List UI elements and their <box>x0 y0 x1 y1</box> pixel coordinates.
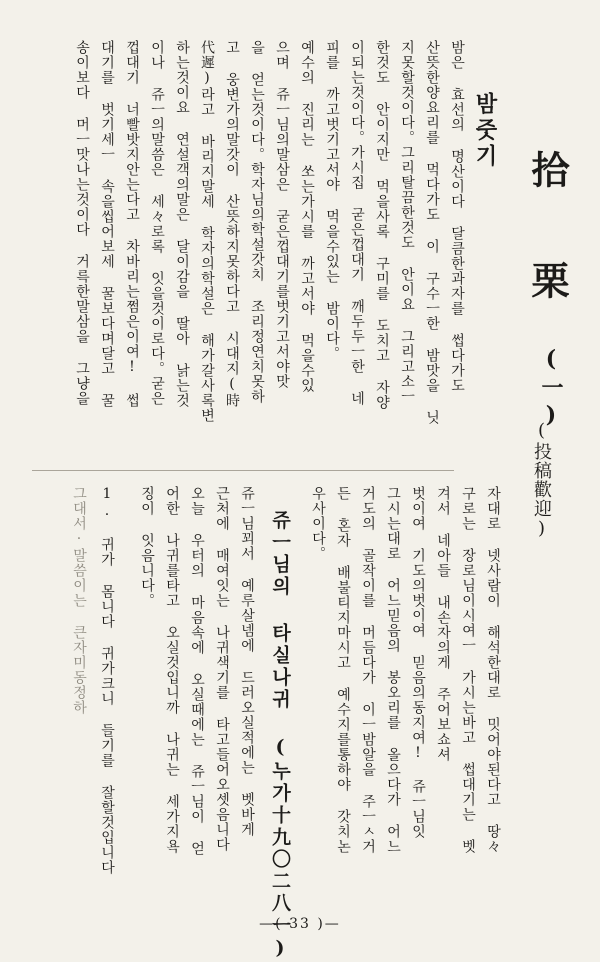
text-column: 겨서 네아들 내손자의게 주어보쇼셔 <box>435 486 451 762</box>
text-column: 오늘 우터의 마음속에 오실때에는 쥬ㅡ님이 얻 <box>189 486 205 856</box>
section-title-chestnut: 밤줏기 <box>472 92 498 170</box>
text-column: 을 얻는것이다。학자님의학설갓치 조리정연치못하 <box>249 40 265 404</box>
text-column: 1. 귀가 몸니다 귀가크니 들기를 잘할것입니다 <box>99 486 115 875</box>
series-number: (一) <box>538 346 564 432</box>
text-column: 산뜻한양요리를 먹다가도 이 구수ㅡ한 밤맛을 닛 <box>424 40 440 425</box>
contribution-note: (投稿歡迎) <box>531 420 552 540</box>
text-column: 우사이다。 <box>310 486 326 561</box>
text-column: 든 혼자 배불티지마시고 예수지를통하야 갓치논 <box>335 486 351 854</box>
text-column: 한것도 안이지만 먹을사록 구미를 도치고 자양 <box>374 40 390 410</box>
text-column: 피를 까고벗기고서야 먹을수있는 밤이다。 <box>324 40 340 361</box>
text-column: 그시는대로 어느믿음의 봉오리를 올으다가 어느 <box>385 486 401 854</box>
text-column: 어한 나귀를타고 오실것입니까 나귀는 세가지욕 <box>164 486 180 854</box>
text-column: 구로는 장로님이시여ㅡ 가시는바고 썹대기는 벳 <box>460 486 476 854</box>
text-column: 벗이여 기도의벗이여 믿음의동지여! 쥬ㅡ님잇 <box>410 486 426 839</box>
page-title: 拾 栗 <box>525 150 570 313</box>
text-column: 그대서·말씀이는 큰자미동정하 <box>71 486 87 715</box>
text-column: 으며 쥬ㅡ님의말삼은 굳은껍대기를벗기고서야맛 <box>274 40 290 389</box>
text-column: 자대로 넷사람이 해석한대로 밋어야된다고 땅々 <box>485 486 501 854</box>
text-column: 대기를 벗기세ㅡ 속을씹어보세 꿀보다며달고 꿀 <box>99 40 115 408</box>
text-column: 거도의 골작이를 머듬다가 이ㅡ밤알을 주ㅡㅅ거 <box>360 486 376 854</box>
text-column: 이나 쥬ㅡ의말씀은 세々로록 잇을것이로다。굳은 <box>149 40 165 406</box>
text-column: 껍대기 너빨밧지안는다고 차바리는쩜은이여! 썹 <box>124 40 140 408</box>
page-number: —( 33 )— <box>259 916 341 932</box>
text-column: 밤은 효선의 명산이다 달큼한과자를 썹다가도 <box>449 40 465 393</box>
text-column: 하는것이요 연설객의말은 달이감을 딸아 낡는것 <box>174 40 190 408</box>
text-column: 지못할것이다。그리탈끔한것도 안이요 그리고소ㅡ <box>399 40 415 404</box>
text-column: 근처에 매여잇는 나귀색기를 타고들어오셋음니다 <box>214 486 230 852</box>
text-column: 쥬ㅡ님꾀서 예루살넴에 드러오실적에는 벳바게 <box>239 486 255 837</box>
text-column: 이되는것이다。가시집 굳은껍대기 깨두두ㅡ한 네 <box>349 40 365 406</box>
text-column: 송이보다 머ㅡ맛나는것이다 거륵한말삼을 그냥을 <box>74 40 90 406</box>
text-column: 예수의 진리는 쏘는가시를 까고서야 먹을수있 <box>299 40 315 393</box>
text-column: 징이 잇음니다。 <box>139 486 155 608</box>
section-divider <box>32 470 454 471</box>
text-column: 고 웅변가의말갓이 산뜻하지못하다고 시대지(時 <box>224 40 240 408</box>
text-column: 代遲)라고 바리지말세 학자의학설은 해가갈사록변 <box>199 40 215 423</box>
section-title-donkey: 쥬ㅡ님의 타실나귀 (누가十九〇二八ㅡ) <box>269 510 291 962</box>
